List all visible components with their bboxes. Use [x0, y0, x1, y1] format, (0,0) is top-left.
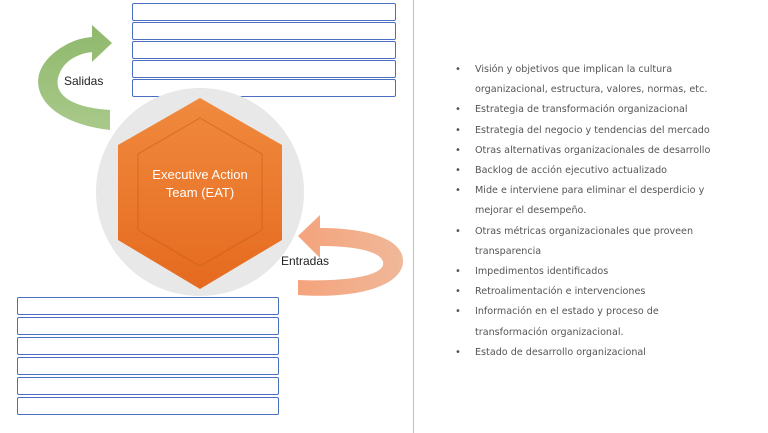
outputs-inputs-list [455, 60, 755, 363]
list-item: • Backlog de acción ejecutivo actualizado [455, 161, 755, 181]
list-item-continuation: mejorar el desempeño. [475, 205, 587, 217]
list-item: • Estrategia de transformación organizacional [455, 100, 755, 120]
list-item: • Retroalimentación e intervenciones [455, 282, 755, 302]
list-item-continuation: organizacional, estructura, valores, normas, etc. [475, 84, 708, 96]
center-title-line1: Executive Action [152, 167, 248, 182]
bottom-box-2 [17, 317, 279, 335]
center-title [130, 166, 270, 202]
list-item: • Estado de desarrollo organizacional [455, 343, 755, 363]
center-title-line2: Team (EAT) [165, 185, 235, 200]
bottom-box-3 [17, 337, 279, 355]
inputs-label: Entradas [281, 254, 330, 268]
list-item-continuation: transparencia [475, 245, 542, 257]
list-item: • Información en el estado y proceso de [455, 302, 755, 322]
list-item: • Otras métricas organizacionales que proveen [455, 222, 755, 242]
bottom-box-5 [17, 377, 279, 395]
list-item: • Estrategia del negocio y tendencias del mercado [455, 121, 755, 141]
vertical-divider [413, 0, 414, 433]
list-item: • Mide e interviene para eliminar el desperdicio y [455, 181, 755, 201]
list-item: • Impedimentos identificados [455, 262, 755, 282]
bottom-box-1 [17, 297, 279, 315]
list-item: • Otras alternativas organizacionales de desarrollo [455, 141, 755, 161]
list-item: • Visión y objetivos que implican la cultura [455, 60, 755, 80]
bottom-box-6 [17, 397, 279, 415]
outputs-label: Salidas [64, 74, 104, 88]
bottom-box-4 [17, 357, 279, 375]
list-item-continuation: transformación organizacional. [475, 326, 624, 338]
